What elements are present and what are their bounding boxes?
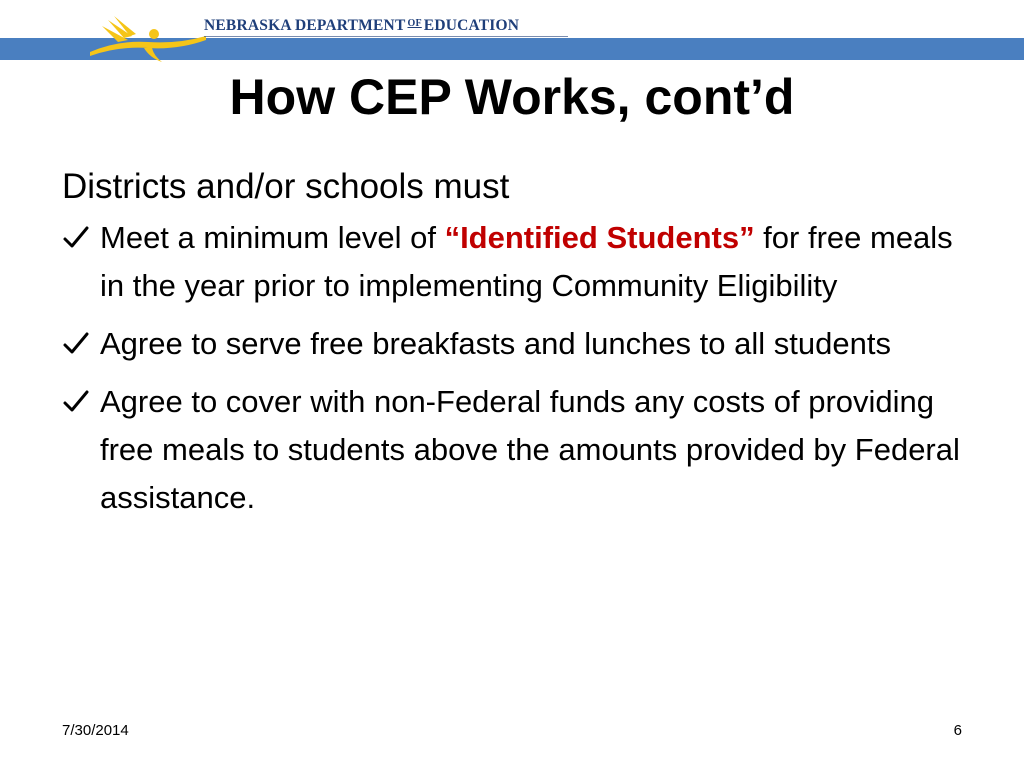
page-number: 6: [953, 722, 962, 739]
bullet-text-before: Meet a minimum level of: [100, 220, 445, 255]
identified-students-highlight: “Identified Students”: [444, 220, 755, 255]
org-name-underline: [204, 36, 568, 37]
slide-content: [62, 162, 962, 532]
bullet-text: Agree to serve free breakfasts and lunches to all students: [100, 326, 891, 361]
footer-date: 7/30/2014: [62, 722, 129, 739]
bullet-text: Agree to cover with non-Federal funds any costs of providing free meals to students above the amounts provided by Federal assistance.: [100, 384, 960, 515]
nebraska-sower-logo-icon: [88, 12, 208, 64]
bullet-item: [62, 320, 962, 368]
bullet-item: [62, 378, 962, 522]
slide-title: How CEP Works, cont’d: [229, 69, 795, 125]
checkmark-icon: [62, 224, 90, 252]
bullet-text-after: for free meals in the year prior to implementing Community Eligibility: [100, 220, 953, 303]
checkmark-icon: [62, 388, 90, 416]
bullet-item: [62, 214, 962, 310]
org-name: [204, 17, 519, 35]
intro-text: Districts and/or schools must: [62, 167, 510, 206]
org-name-of: OF: [407, 18, 422, 29]
bullet-list: [62, 214, 962, 522]
checkmark-icon: [62, 330, 90, 358]
org-name-part1: NEBRASKA DEPARTMENT: [204, 17, 406, 34]
org-name-part2: EDUCATION: [423, 17, 520, 34]
